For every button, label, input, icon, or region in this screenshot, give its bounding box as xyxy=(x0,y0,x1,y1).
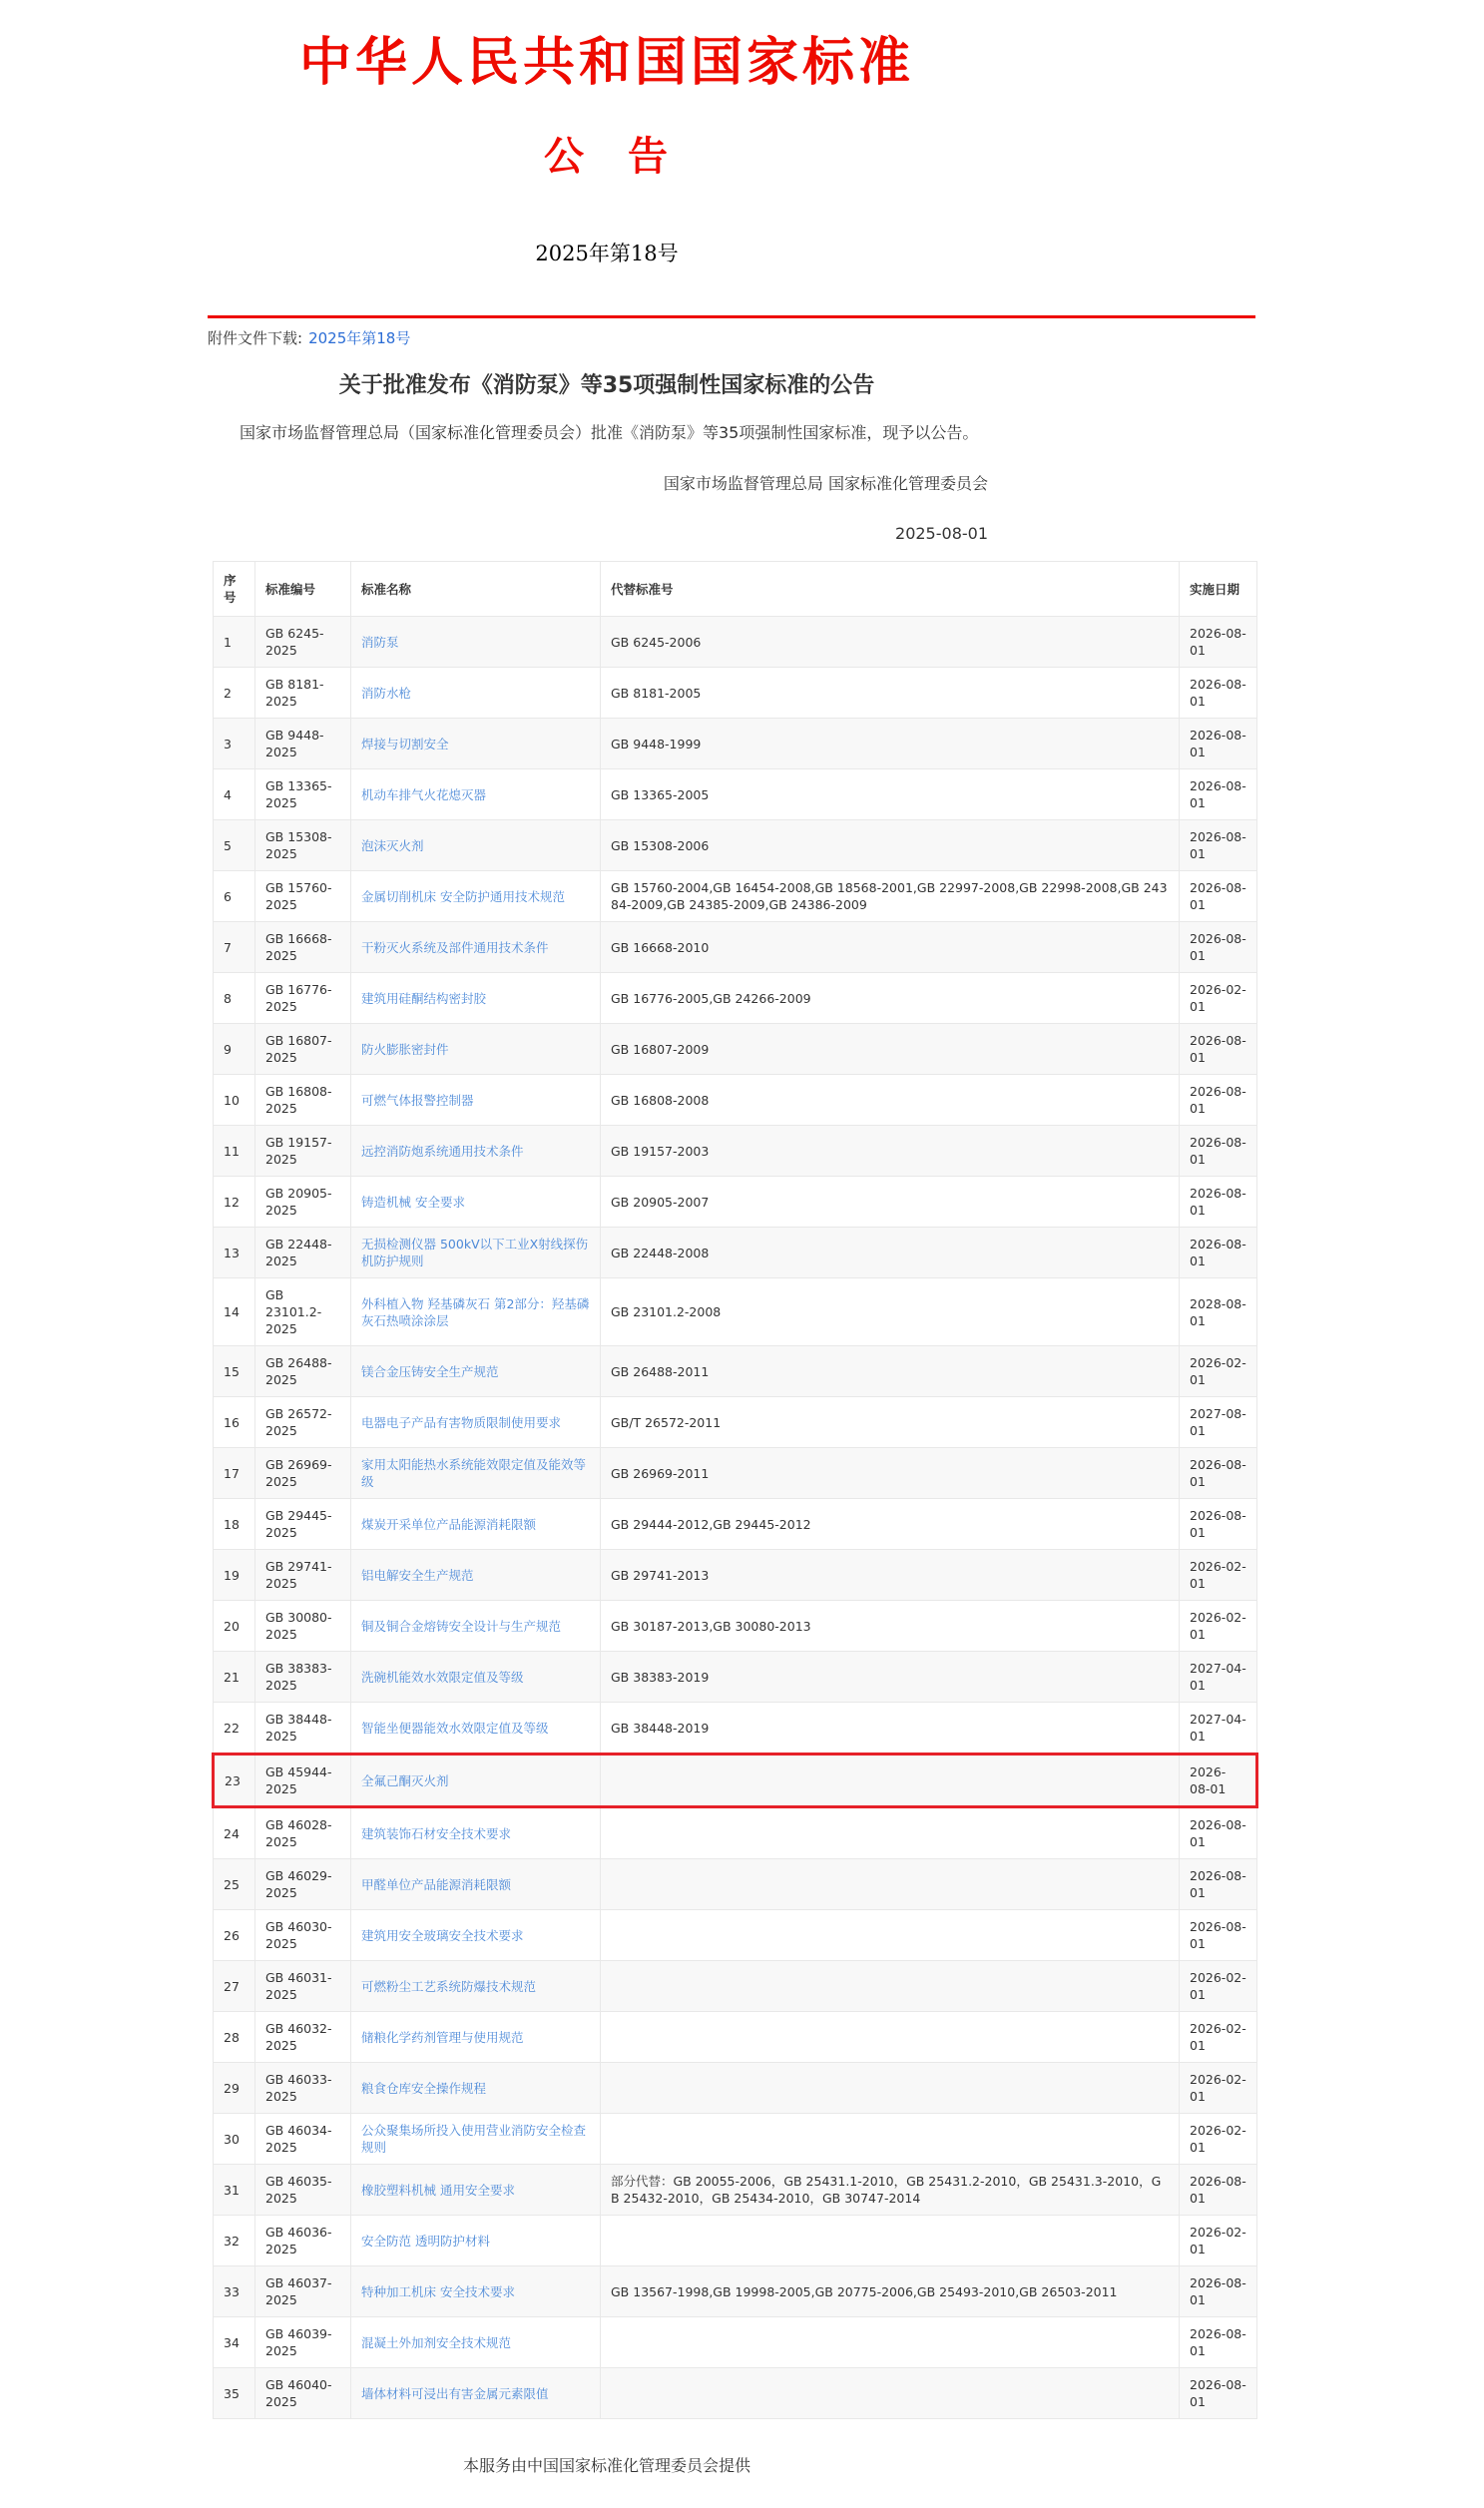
replaced-standards: GB 29741-2013 xyxy=(601,1550,1180,1601)
attachment-download-line xyxy=(208,327,1484,348)
table-row xyxy=(214,1024,1257,1075)
standard-name xyxy=(351,1807,601,1859)
standard-name-link[interactable]: 安全防范 透明防护材料 xyxy=(361,2233,490,2249)
replaced-standards xyxy=(601,1961,1180,2012)
seq-cell: 16 xyxy=(214,1397,255,1448)
seq-cell: 2 xyxy=(214,668,255,719)
standard-code: GB 20905-2025 xyxy=(255,1177,351,1228)
standard-name-link[interactable]: 储粮化学药剂管理与使用规范 xyxy=(361,2029,524,2045)
standard-code: GB 26969-2025 xyxy=(255,1448,351,1499)
replaced-standards: GB 16808-2008 xyxy=(601,1075,1180,1126)
standard-name xyxy=(351,2165,601,2216)
standard-name xyxy=(351,1550,601,1601)
seq-cell: 23 xyxy=(214,1755,255,1807)
standard-code: GB 46033-2025 xyxy=(255,2063,351,2114)
table-row xyxy=(214,1499,1257,1550)
implementation-date: 2027-08-01 xyxy=(1180,1397,1257,1448)
seq-cell: 6 xyxy=(214,871,255,922)
table-row xyxy=(214,1755,1257,1807)
header-name: 标准名称 xyxy=(351,562,601,617)
seq-cell: 31 xyxy=(214,2165,255,2216)
standard-name-link[interactable]: 机动车排气火花熄灭器 xyxy=(361,786,487,802)
implementation-date: 2026-08-01 xyxy=(1180,922,1257,973)
standard-code: GB 46035-2025 xyxy=(255,2165,351,2216)
notice-date: 2025-08-01 xyxy=(895,524,988,543)
implementation-date: 2026-08-01 xyxy=(1180,719,1257,769)
issue-number: 2025年第18号 xyxy=(535,242,679,265)
seq-cell: 22 xyxy=(214,1703,255,1755)
implementation-date: 2026-08-01 xyxy=(1180,1177,1257,1228)
seq-cell: 17 xyxy=(214,1448,255,1499)
standard-code: GB 46032-2025 xyxy=(255,2012,351,2063)
seq-cell: 35 xyxy=(214,2368,255,2419)
standard-name-link[interactable]: 铝电解安全生产规范 xyxy=(361,1567,474,1583)
replaced-standards: GB 26488-2011 xyxy=(601,1346,1180,1397)
notice-body: 国家市场监督管理总局（国家标准化管理委员会）批准《消防泵》等35项强制性国家标准，现予以公告。 xyxy=(240,423,979,442)
table-row xyxy=(214,769,1257,820)
notice-signature: 国家市场监督管理总局 国家标准化管理委员会 xyxy=(663,474,988,493)
standard-name xyxy=(351,2012,601,2063)
standard-code: GB 16668-2025 xyxy=(255,922,351,973)
replaced-standards xyxy=(601,2012,1180,2063)
implementation-date: 2026-08-01 xyxy=(1180,1910,1257,1961)
replaced-standards: GB 23101.2-2008 xyxy=(601,1278,1180,1346)
standard-name xyxy=(351,871,601,922)
standard-code: GB 13365-2025 xyxy=(255,769,351,820)
header-replaces: 代替标准号 xyxy=(601,562,1180,617)
standard-name-link[interactable]: 远控消防炮系统通用技术条件 xyxy=(361,1143,524,1159)
standard-name-link[interactable]: 泡沫灭火剂 xyxy=(361,837,424,853)
implementation-date: 2026-08-01 xyxy=(1180,617,1257,668)
standard-name xyxy=(351,1755,601,1807)
standard-name-link[interactable]: 消防泵 xyxy=(361,634,399,650)
page-header xyxy=(208,0,1006,267)
standard-code: GB 22448-2025 xyxy=(255,1228,351,1278)
implementation-date: 2026-08-01 xyxy=(1180,2165,1257,2216)
replaced-standards: GB 15308-2006 xyxy=(601,820,1180,871)
standard-name-link[interactable]: 铜及铜合金熔铸安全设计与生产规范 xyxy=(361,1618,562,1634)
standard-code: GB 38448-2025 xyxy=(255,1703,351,1755)
standard-name-link[interactable]: 特种加工机床 安全技术要求 xyxy=(361,2283,515,2299)
implementation-date: 2026-08-01 xyxy=(1180,1448,1257,1499)
table-row xyxy=(214,2114,1257,2165)
table-row xyxy=(214,922,1257,973)
table-row xyxy=(214,2266,1257,2317)
standard-code: GB 26572-2025 xyxy=(255,1397,351,1448)
implementation-date: 2026-02-01 xyxy=(1180,1601,1257,1652)
standard-name-link[interactable]: 建筑装饰石材安全技术要求 xyxy=(361,1825,512,1841)
table-header-row xyxy=(214,562,1257,617)
standard-code: GB 46039-2025 xyxy=(255,2317,351,2368)
seq-cell: 10 xyxy=(214,1075,255,1126)
replaced-standards: GB 15760-2004,GB 16454-2008,GB 18568-2001,GB 22997-2008,GB 22998-2008,GB 24384-2009,GB 24385-2009,GB 24386-2009 xyxy=(601,871,1180,922)
standard-name-link[interactable]: 全氟己酮灭火剂 xyxy=(361,1772,449,1788)
standard-name-link[interactable]: 洗碗机能效水效限定值及等级 xyxy=(361,1669,524,1685)
seq-cell: 25 xyxy=(214,1859,255,1910)
replaced-standards: GB 38383-2019 xyxy=(601,1652,1180,1703)
header-code: 标准编号 xyxy=(255,562,351,617)
seq-cell: 14 xyxy=(214,1278,255,1346)
implementation-date: 2026-02-01 xyxy=(1180,1961,1257,2012)
table-row xyxy=(214,1448,1257,1499)
standard-code: GB 46037-2025 xyxy=(255,2266,351,2317)
seq-cell: 34 xyxy=(214,2317,255,2368)
implementation-date: 2026-08-01 xyxy=(1180,1075,1257,1126)
standard-code: GB 16808-2025 xyxy=(255,1075,351,1126)
implementation-date: 2026-08-01 xyxy=(1180,1024,1257,1075)
seq-cell: 27 xyxy=(214,1961,255,2012)
standard-name xyxy=(351,617,601,668)
standard-name-link[interactable]: 甲醛单位产品能源消耗限额 xyxy=(361,1876,512,1892)
standard-code: GB 26488-2025 xyxy=(255,1346,351,1397)
standard-name-link[interactable]: 可燃粉尘工艺系统防爆技术规范 xyxy=(361,1978,537,1994)
standard-code: GB 46031-2025 xyxy=(255,1961,351,2012)
seq-cell: 3 xyxy=(214,719,255,769)
standard-name-link[interactable]: 金属切削机床 安全防护通用技术规范 xyxy=(361,888,565,904)
implementation-date: 2026-08-01 xyxy=(1180,2317,1257,2368)
seq-cell: 5 xyxy=(214,820,255,871)
table-row xyxy=(214,820,1257,871)
seq-cell: 11 xyxy=(214,1126,255,1177)
standard-code: GB 46028-2025 xyxy=(255,1807,351,1859)
seq-cell: 30 xyxy=(214,2114,255,2165)
implementation-date: 2026-08-01 xyxy=(1180,2368,1257,2419)
standard-name-link[interactable]: 家用太阳能热水系统能效限定值及能效等级 xyxy=(361,1457,587,1489)
table-row xyxy=(214,2063,1257,2114)
seq-cell: 29 xyxy=(214,2063,255,2114)
replaced-standards: GB 30187-2013,GB 30080-2013 xyxy=(601,1601,1180,1652)
seq-cell: 15 xyxy=(214,1346,255,1397)
replaced-standards: GB 9448-1999 xyxy=(601,719,1180,769)
standard-code: GB 15308-2025 xyxy=(255,820,351,871)
table-row xyxy=(214,1652,1257,1703)
implementation-date: 2026-02-01 xyxy=(1180,2063,1257,2114)
replaced-standards xyxy=(601,2317,1180,2368)
implementation-date: 2026-02-01 xyxy=(1180,2114,1257,2165)
standard-name-link[interactable]: 镁合金压铸安全生产规范 xyxy=(361,1363,499,1379)
standard-name-link[interactable]: 智能坐便器能效水效限定值及等级 xyxy=(361,1720,549,1736)
table-row xyxy=(214,1397,1257,1448)
standard-name-link[interactable]: 焊接与切割安全 xyxy=(361,736,449,752)
replaced-standards: GB 16668-2010 xyxy=(601,922,1180,973)
implementation-date: 2026-08-01 xyxy=(1180,1859,1257,1910)
replaced-standards xyxy=(601,2063,1180,2114)
standard-code: GB 23101.2-2025 xyxy=(255,1278,351,1346)
implementation-date: 2028-08-01 xyxy=(1180,1278,1257,1346)
replaced-standards: GB 6245-2006 xyxy=(601,617,1180,668)
footer-service-text: 本服务由中国国家标准化管理委员会提供 xyxy=(462,2456,750,2475)
standard-name-link[interactable]: 公众聚集场所投入使用营业消防安全检查规则 xyxy=(361,2123,587,2155)
implementation-date: 2026-08-01 xyxy=(1180,1755,1257,1807)
table-row xyxy=(214,2216,1257,2266)
standard-name-link[interactable]: 煤炭开采单位产品能源消耗限额 xyxy=(361,1516,537,1532)
implementation-date: 2026-02-01 xyxy=(1180,1346,1257,1397)
seq-cell: 4 xyxy=(214,769,255,820)
table-row xyxy=(214,719,1257,769)
seq-cell: 19 xyxy=(214,1550,255,1601)
implementation-date: 2026-02-01 xyxy=(1180,2012,1257,2063)
table-row xyxy=(214,1075,1257,1126)
implementation-date: 2026-02-01 xyxy=(1180,1550,1257,1601)
implementation-date: 2026-08-01 xyxy=(1180,1228,1257,1278)
implementation-date: 2026-08-01 xyxy=(1180,2266,1257,2317)
replaced-standards xyxy=(601,1755,1180,1807)
standard-code: GB 46034-2025 xyxy=(255,2114,351,2165)
implementation-date: 2026-08-01 xyxy=(1180,1126,1257,1177)
standard-name xyxy=(351,769,601,820)
seq-cell: 9 xyxy=(214,1024,255,1075)
implementation-date: 2026-08-01 xyxy=(1180,1807,1257,1859)
standard-name-link[interactable]: 可燃气体报警控制器 xyxy=(361,1092,474,1108)
table-row xyxy=(214,1703,1257,1755)
standard-code: GB 15760-2025 xyxy=(255,871,351,922)
standard-code: GB 8181-2025 xyxy=(255,668,351,719)
implementation-date: 2026-08-01 xyxy=(1180,871,1257,922)
replaced-standards: GB 8181-2005 xyxy=(601,668,1180,719)
table-row xyxy=(214,1126,1257,1177)
header-date: 实施日期 xyxy=(1180,562,1257,617)
standard-name xyxy=(351,922,601,973)
standard-code: GB 16807-2025 xyxy=(255,1024,351,1075)
standard-name xyxy=(351,1703,601,1755)
implementation-date: 2026-02-01 xyxy=(1180,2216,1257,2266)
seq-cell: 28 xyxy=(214,2012,255,2063)
standard-name xyxy=(351,1499,601,1550)
table-row xyxy=(214,2317,1257,2368)
page-title: 中华人民共和国国家标准 xyxy=(298,32,914,93)
replaced-standards: GB 13365-2005 xyxy=(601,769,1180,820)
standard-name xyxy=(351,1346,601,1397)
standard-code: GB 9448-2025 xyxy=(255,719,351,769)
table-row xyxy=(214,1910,1257,1961)
standard-name xyxy=(351,1075,601,1126)
standard-name-link[interactable]: 橡胶塑料机械 通用安全要求 xyxy=(361,2182,515,2198)
standard-name xyxy=(351,2368,601,2419)
replaced-standards xyxy=(601,2216,1180,2266)
standard-code: GB 29445-2025 xyxy=(255,1499,351,1550)
standard-name xyxy=(351,1126,601,1177)
standards-table xyxy=(212,561,1258,2419)
standard-code: GB 6245-2025 xyxy=(255,617,351,668)
seq-cell: 20 xyxy=(214,1601,255,1652)
notice-section xyxy=(208,368,1006,543)
replaced-standards xyxy=(601,1807,1180,1859)
standards-table-body xyxy=(214,617,1257,2419)
seq-cell: 24 xyxy=(214,1807,255,1859)
table-row xyxy=(214,1346,1257,1397)
standard-name xyxy=(351,820,601,871)
standard-name xyxy=(351,1961,601,2012)
standard-code: GB 38383-2025 xyxy=(255,1652,351,1703)
replaced-standards: 部分代替：GB 20055-2006，GB 25431.1-2010，GB 25431.2-2010，GB 25431.3-2010，GB 25432-2010，GB 25434-2010，GB 30747-2014 xyxy=(601,2165,1180,2216)
replaced-standards: GB 19157-2003 xyxy=(601,1126,1180,1177)
standard-name-link[interactable]: 墙体材料可浸出有害金属元素限值 xyxy=(361,2385,549,2401)
standard-code: GB 46030-2025 xyxy=(255,1910,351,1961)
implementation-date: 2026-08-01 xyxy=(1180,769,1257,820)
standard-name xyxy=(351,2114,601,2165)
standard-name-link[interactable]: 外科植入物 羟基磷灰石 第2部分：羟基磷灰石热喷涂涂层 xyxy=(361,1295,590,1328)
table-row xyxy=(214,668,1257,719)
implementation-date: 2026-08-01 xyxy=(1180,1499,1257,1550)
seq-cell: 1 xyxy=(214,617,255,668)
standard-name xyxy=(351,1024,601,1075)
table-row xyxy=(214,1550,1257,1601)
attachment-label: 附件文件下载: xyxy=(208,329,303,347)
standard-name xyxy=(351,1177,601,1228)
replaced-standards: GB 26969-2011 xyxy=(601,1448,1180,1499)
standard-name xyxy=(351,719,601,769)
replaced-standards xyxy=(601,1910,1180,1961)
red-divider xyxy=(208,315,1255,318)
table-row xyxy=(214,1278,1257,1346)
standard-name-link[interactable]: 消防水枪 xyxy=(361,685,412,701)
standard-name xyxy=(351,1910,601,1961)
standard-name xyxy=(351,2266,601,2317)
header-seq: 序号 xyxy=(214,562,255,617)
standard-name-link[interactable]: 建筑用硅酮结构密封胶 xyxy=(361,990,487,1006)
table-row xyxy=(214,2012,1257,2063)
standard-name xyxy=(351,1397,601,1448)
standards-table-wrap xyxy=(212,561,1255,2419)
attachment-download-link[interactable]: 2025年第18号 xyxy=(308,329,411,347)
standard-name-link[interactable]: 建筑用安全玻璃安全技术要求 xyxy=(361,1927,524,1943)
standard-code: GB 46036-2025 xyxy=(255,2216,351,2266)
standard-name xyxy=(351,2216,601,2266)
replaced-standards: GB 38448-2019 xyxy=(601,1703,1180,1755)
implementation-date: 2026-08-01 xyxy=(1180,820,1257,871)
standard-name xyxy=(351,973,601,1024)
seq-cell: 32 xyxy=(214,2216,255,2266)
standard-name-link[interactable]: 铸造机械 安全要求 xyxy=(361,1194,465,1210)
page-subtitle: 公 告 xyxy=(544,133,670,180)
replaced-standards: GB 16807-2009 xyxy=(601,1024,1180,1075)
table-row xyxy=(214,1601,1257,1652)
seq-cell: 18 xyxy=(214,1499,255,1550)
replaced-standards: GB 20905-2007 xyxy=(601,1177,1180,1228)
standard-name-link[interactable]: 粮食仓库安全操作规程 xyxy=(361,2080,487,2096)
standard-name xyxy=(351,1859,601,1910)
replaced-standards xyxy=(601,2114,1180,2165)
replaced-standards: GB 22448-2008 xyxy=(601,1228,1180,1278)
standard-name xyxy=(351,1448,601,1499)
replaced-standards: GB 13567-1998,GB 19998-2005,GB 20775-2006,GB 25493-2010,GB 26503-2011 xyxy=(601,2266,1180,2317)
implementation-date: 2026-02-01 xyxy=(1180,973,1257,1024)
standard-name-link[interactable]: 混凝土外加剂安全技术规范 xyxy=(361,2334,512,2350)
seq-cell: 33 xyxy=(214,2266,255,2317)
seq-cell: 7 xyxy=(214,922,255,973)
replaced-standards: GB 29444-2012,GB 29445-2012 xyxy=(601,1499,1180,1550)
table-row xyxy=(214,1807,1257,1859)
standard-code: GB 16776-2025 xyxy=(255,973,351,1024)
standard-name xyxy=(351,668,601,719)
standard-name xyxy=(351,1601,601,1652)
table-row xyxy=(214,973,1257,1024)
table-row xyxy=(214,871,1257,922)
standard-name xyxy=(351,1228,601,1278)
table-row xyxy=(214,2165,1257,2216)
standard-name-link[interactable]: 无损检测仪器 500kV以下工业X射线探伤机防护规则 xyxy=(361,1237,589,1268)
standard-code: GB 46040-2025 xyxy=(255,2368,351,2419)
standard-name-link[interactable]: 防火膨胀密封件 xyxy=(361,1041,449,1057)
replaced-standards: GB/T 26572-2011 xyxy=(601,1397,1180,1448)
standard-code: GB 45944-2025 xyxy=(255,1755,351,1807)
seq-cell: 12 xyxy=(214,1177,255,1228)
table-row xyxy=(214,2368,1257,2419)
table-row xyxy=(214,1228,1257,1278)
seq-cell: 26 xyxy=(214,1910,255,1961)
implementation-date: 2027-04-01 xyxy=(1180,1652,1257,1703)
notice-title: 关于批准发布《消防泵》等35项强制性国家标准的公告 xyxy=(338,373,875,398)
table-row xyxy=(214,1859,1257,1910)
seq-cell: 21 xyxy=(214,1652,255,1703)
seq-cell: 8 xyxy=(214,973,255,1024)
standard-name xyxy=(351,1652,601,1703)
table-row xyxy=(214,1961,1257,2012)
standard-code: GB 19157-2025 xyxy=(255,1126,351,1177)
standard-code: GB 30080-2025 xyxy=(255,1601,351,1652)
standard-name-link[interactable]: 电器电子产品有害物质限制使用要求 xyxy=(361,1414,562,1430)
replaced-standards xyxy=(601,1859,1180,1910)
implementation-date: 2026-08-01 xyxy=(1180,668,1257,719)
seq-cell: 13 xyxy=(214,1228,255,1278)
standard-name xyxy=(351,1278,601,1346)
standard-name xyxy=(351,2063,601,2114)
standard-name-link[interactable]: 干粉灭火系统及部件通用技术条件 xyxy=(361,939,549,955)
implementation-date: 2027-04-01 xyxy=(1180,1703,1257,1755)
table-row xyxy=(214,1177,1257,1228)
standard-code: GB 29741-2025 xyxy=(255,1550,351,1601)
table-row xyxy=(214,617,1257,668)
standard-code: GB 46029-2025 xyxy=(255,1859,351,1910)
replaced-standards: GB 16776-2005,GB 24266-2009 xyxy=(601,973,1180,1024)
replaced-standards xyxy=(601,2368,1180,2419)
standard-name xyxy=(351,2317,601,2368)
